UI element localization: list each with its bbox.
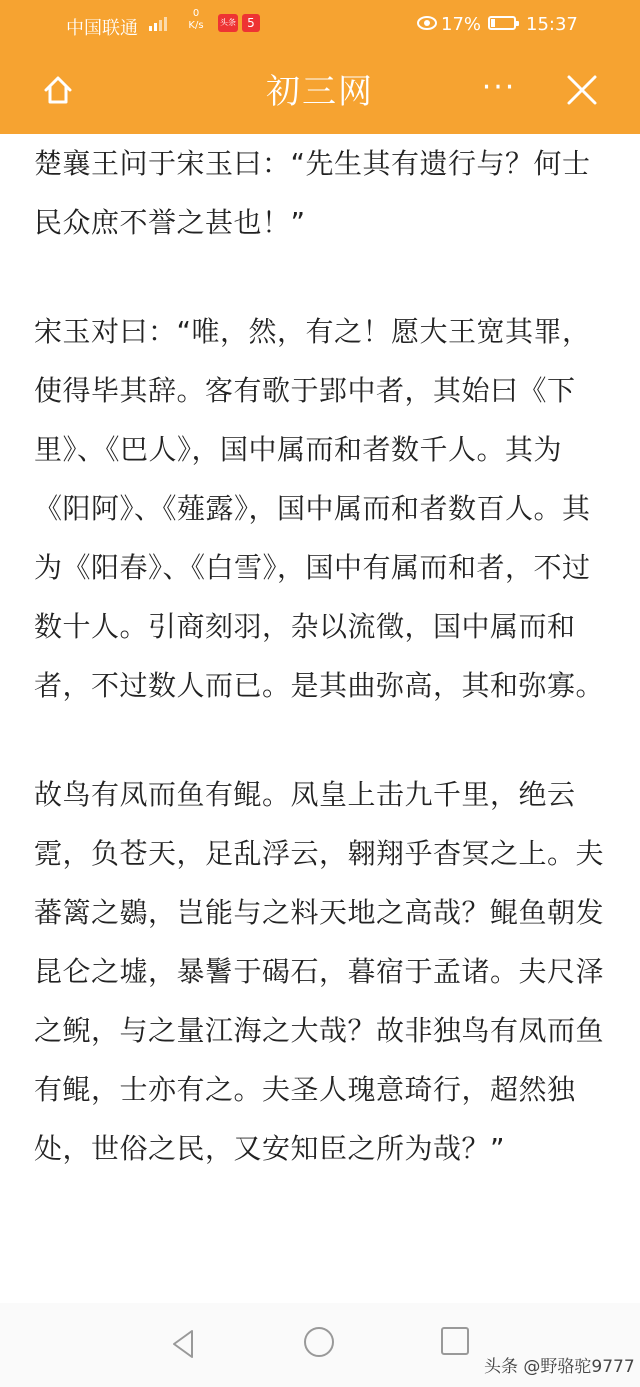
article-paragraph: 楚襄王问于宋玉曰：“先生其有遗行与？何士民众庶不誉之甚也！” (34, 147, 591, 239)
toutiao-notification-icon: 头条 (218, 14, 238, 32)
recent-square-icon[interactable] (441, 1327, 469, 1355)
status-bar (0, 0, 640, 48)
eye-comfort-icon (416, 14, 438, 32)
more-button[interactable]: ··· (481, 70, 517, 105)
signal-icon (147, 14, 171, 32)
close-icon[interactable] (562, 70, 602, 110)
page-title: 初三网 (266, 72, 374, 112)
app-notification-icon: 5 (242, 14, 260, 32)
clock: 15:37 (526, 14, 578, 35)
battery-percent: 17% (441, 14, 482, 35)
battery-icon (488, 16, 516, 30)
article-paragraph: 宋玉对曰：“唯，然，有之！愿大王宽其罪，使得毕其辞。客有歌于郢中者，其始曰《下里》、《巴人》，国中属而和者数千人。其为《阳阿》、《薤露》，国中属而和者数百人。其为《阳春》、《白雪》，国中有属而和者，不过数十人。引商刻羽，杂以流徵，国中属而和者，不过数人而已。是其曲弥高，其和弥寡。 (34, 315, 605, 702)
article-body (34, 134, 614, 1228)
home-circle-icon[interactable] (304, 1327, 334, 1357)
nav-bar (0, 48, 640, 134)
watermark: 头条 @野骆驼9777 (484, 1357, 635, 1377)
carrier-label: 中国联通 (66, 18, 138, 39)
battery-level (491, 19, 495, 27)
app-header (0, 0, 640, 134)
article-paragraph: 故鸟有凤而鱼有鲲。凤皇上击九千里，绝云霓，负苍天，足乱浮云，翱翔乎杳冥之上。夫蕃篱之鷃，岂能与之料天地之高哉？鲲鱼朝发昆仑之墟，暴鬐于碣石，暮宿于孟诸。夫尺泽之鲵，与之量江海之大哉？故非独鸟有凤而鱼有鲲，士亦有之。夫圣人瑰意琦行，超然独处，世俗之民，又安知臣之所为哉？” (34, 778, 605, 1165)
back-triangle-icon[interactable] (168, 1327, 200, 1361)
network-speed: 0 K/s (188, 8, 204, 31)
